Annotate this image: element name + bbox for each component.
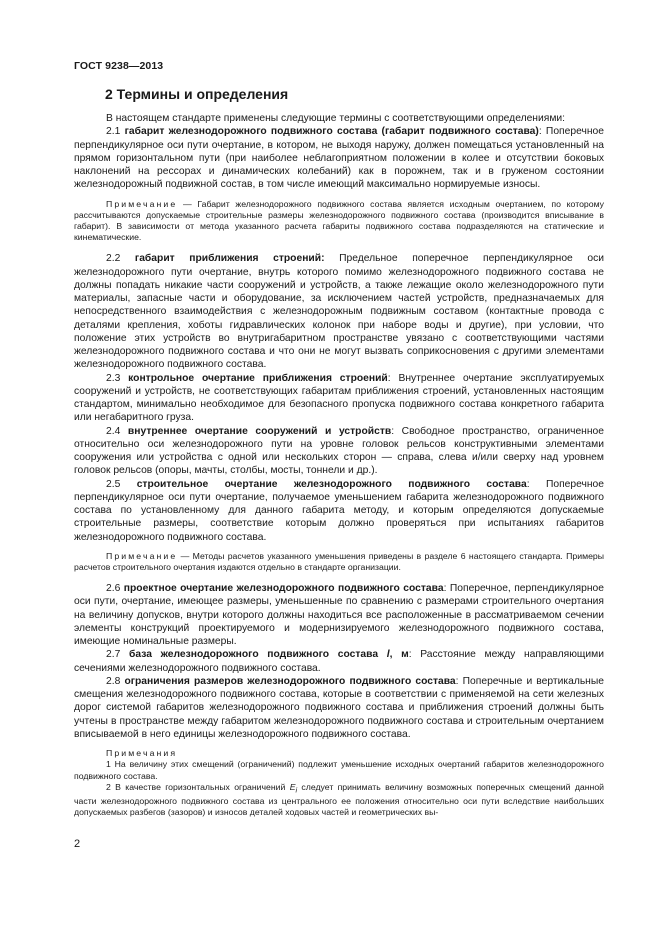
term-name: база железнодорожного подвижного состава xyxy=(129,649,387,661)
note-label: Примечание xyxy=(106,550,178,561)
term-number: 2.7 xyxy=(106,649,121,661)
term-number: 2.4 xyxy=(106,425,121,437)
note-text: — Методы расчетов указанного уменьшения приведены в разделе 6 настоящего стандарта. Примеры расчетов строительного очертания издаются отдельно в стандарте организации. xyxy=(74,550,604,573)
note-item-2: 2 В качестве горизонтальных ограничений $E_i$ следует принимать величину возможных поперечных смещений данной части железнодорожного подвижного состава из центрального ее положения относительно оси пути вследствие наибольших допускаемых разбегов (зазоров) и износов деталей ходовых частей и геометрических вы- xyxy=(74,781,604,817)
term-definition: : Поперечное, перпендикулярное оси пути, очертание, имеющее размеры, уменьшенные по сравнению с размерами строительного очертания на величину допусков, внутри которого должны находиться все расположенные в рассматриваемом сечении элементы конструкций проектируемого и модернизируемого железнодорожного подвижного состава, имеющие номинальные размеры. xyxy=(74,583,604,648)
section-title: 2 Термины и определения xyxy=(105,86,289,102)
term-name: строительное очертание железнодорожного подвижного состава xyxy=(136,478,527,490)
term-number: 2.1 xyxy=(106,126,121,138)
term-definition: : Свободное пространство, ограниченное относительно оси железнодорожного пути на уровне головок рельсов конструктивными элементами сооружения или устройства с одной или нескольких сторон — справа, слева и/или сверху над уровнем головок рельсов (опоры, мачты, столбы, мосты, тоннели и др.). xyxy=(74,425,604,477)
note-2-5 xyxy=(74,551,604,573)
term-2-8 xyxy=(74,675,604,741)
term-name: контрольное очертание приближения строений xyxy=(128,372,388,384)
term-definition: : Внутреннее очертание эксплуатируемых сооружений и устройств, не соответствующих габаритам приближения строений, установленных настоящим стандартом, минимально необходимое для безопасного пропуска подвижного состава конкретного габарита или негабаритного груза. xyxy=(74,372,604,424)
term-number: 2.6 xyxy=(106,583,121,595)
term-name: ограничения размеров железнодорожного подвижного состава xyxy=(124,675,456,687)
term-2-2 xyxy=(74,252,604,371)
variable-subscript: i xyxy=(295,785,298,795)
variable-e: E xyxy=(289,781,296,792)
term-name: проектное очертание железнодорожного подвижного состава xyxy=(123,583,444,595)
note-label: Примечание xyxy=(106,198,178,209)
term-name: габарит приближения строений: xyxy=(134,253,325,265)
term-2-1 xyxy=(74,125,604,191)
intro-paragraph: В настоящем стандарте применены следующие термины с соответствующими определениями: xyxy=(106,113,566,124)
term-number: 2.8 xyxy=(106,675,121,687)
document-body xyxy=(74,112,604,818)
page-number: 2 xyxy=(74,838,81,850)
term-definition: : Поперечное перпендикулярное оси пути очертание, получаемое уменьшением габарита железнодорожного подвижного состава по установленному для данного габарита методу, и которым определяются допускаемые строительные размеры, соответствие которым должно проверяться при испытаниях габаритов железнодорожного подвижного состава. xyxy=(74,478,604,543)
standard-header: ГОСТ 9238—2013 xyxy=(74,60,164,72)
term-2-3 xyxy=(74,372,604,425)
term-variable: l xyxy=(386,649,390,661)
notes-label: Примечания xyxy=(106,748,178,759)
term-2-6 xyxy=(74,582,604,648)
term-name: габарит железнодорожного подвижного состава (габарит подвижного состава) xyxy=(124,126,539,138)
note-text: — Габарит железнодорожного подвижного состава является исходным очертанием, по которому рассчитываются допускаемые строительные размеры железнодорожного подвижного состава (производится вписывание в габарит). В зависимости от метода указанного расчета габариты подвижного состава подразделяются на статические и кинематические. xyxy=(74,198,604,243)
term-2-7 xyxy=(74,648,604,675)
term-2-5 xyxy=(74,478,604,544)
term-definition: : Поперечное перпендикулярное оси пути очертание, в котором, не выходя наружу, должен помещаться установленный на прямом горизонтальном пути (при наиболее неблагоприятном положении в колее и отсутствии боковых наклонений на рессорах и динамических колебаний) как в порожнем, так и в груженом состоянии железнодорожный подвижной состав, в том числе имеющий максимально нормируемые износы. xyxy=(74,126,604,191)
note-item-1: 1 На величину этих смещений (ограничений) подлежит уменьшение исходных очертаний габаритов железнодорожного подвижного состава. xyxy=(74,759,604,781)
term-2-4 xyxy=(74,425,604,478)
term-unit: , м xyxy=(389,649,409,661)
term-definition: Предельное поперечное перпендикулярное оси железнодорожного пути очертание, внутрь которого помимо железнодорожного подвижного состава не должны попадать никакие части сооружений и устройств, а также лежащие около железнодорожного пути материалы, запасные части и оборудование, за исключением частей устройств, предназначаемых для непосредственного взаимодействия с железнодорожным подвижным составом (контактные провода с деталями крепления, хоботы гидравлических колонок при наборе воды и другие), при условии, что положение этих устройств во внутригабаритном пространстве увязано с соответствующими частями железнодорожного подвижного состава и что они не могут вызвать соприкосновения с другими элементами железнодорожного подвижного состава. xyxy=(74,253,604,371)
term-number: 2.2 xyxy=(106,253,121,265)
term-number: 2.5 xyxy=(106,478,121,490)
note-2-1 xyxy=(74,199,604,244)
term-definition: : Расстояние между направляющими сечениями железнодорожного подвижного состава. xyxy=(74,649,604,674)
term-definition: : Поперечные и вертикальные смещения железнодорожного подвижного состава, которые в соответствии с применяемой на сети железных дорог системой габаритов железнодорожного подвижного состава и приближения строений должны быть учтены в пространстве между габаритом железнодорожного подвижного состава и строительным очертанием вписываемой в него единицы железнодорожного подвижного состава. xyxy=(74,675,605,740)
term-name: внутреннее очертание сооружений и устройств xyxy=(127,425,392,437)
term-number: 2.3 xyxy=(106,372,121,384)
